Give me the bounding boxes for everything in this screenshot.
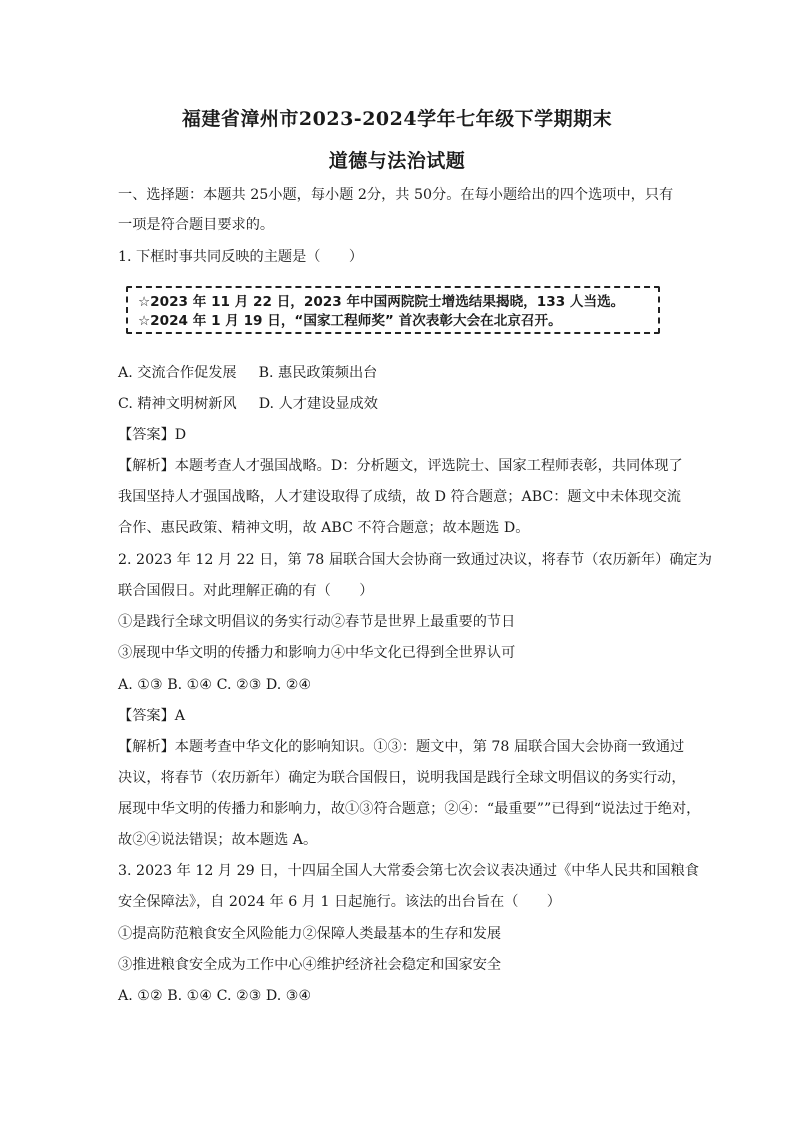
section-intro-line-1: 一、选择题：本题共 25小题，每小题 2分，共 50分。在每小题给出的四个选项中，只有: [118, 187, 674, 203]
q1-box-line-2: ☆2024 年 1 月 19 日，“国家工程师奖” 首次表彰大会在北京召开。: [138, 313, 562, 329]
q1-option-c: C. 精神文明树新风: [118, 396, 237, 412]
q2-statement-line-2: ③展现中华文明的传播力和影响力④中华文化已得到全世界认可: [118, 645, 516, 661]
q3-options: A. ①② B. ①④ C. ②③ D. ③④: [118, 988, 312, 1004]
q1-analysis-line-1: 【解析】本题考查人才强国战略。D：分析题文，评选院士、国家工程师表彰，共同体现了: [118, 458, 683, 474]
q3-statement-line-1: ①提高防范粮食安全风险能力②保障人类最基本的生存和发展: [118, 926, 502, 942]
section-intro-line-2: 一项是符合题目要求的。: [118, 217, 275, 233]
q3-statement-line-2: ③推进粮食安全成为工作中心④维护经济社会稳定和国家安全: [118, 957, 502, 973]
q1-option-b: B. 惠民政策频出台: [258, 365, 378, 381]
document-title: 福建省漳州市2023-2024学年七年级下学期期末: [181, 108, 613, 130]
q2-options: A. ①③ B. ①④ C. ②③ D. ②④: [118, 677, 312, 693]
q2-analysis-line-1: 【解析】本题考查中华文化的影响知识。①③：题文中，第 78 届联合国大会协商一致通过: [118, 739, 685, 755]
q2-stem-line-1: 2. 2023 年 12 月 22 日，第 78 届联合国大会协商一致通过决议，将春节（农历新年）确定为: [118, 552, 712, 568]
q1-option-a: A. 交流合作促发展: [118, 365, 237, 381]
document-subtitle: 道德与法治试题: [328, 150, 466, 172]
q2-statement-line-1: ①是践行全球文明倡议的务实行动②春节是世界上最重要的节日: [118, 614, 516, 630]
q1-option-d: D. 人才建设显成效: [258, 396, 378, 412]
q2-analysis-line-3: 展现中华文明的传播力和影响力，故①③符合题意；②④：“最重要””已得到“说法过于绝对，: [118, 801, 701, 817]
q2-analysis-line-4: 故②④说法错误；故本题选 A。: [118, 832, 318, 848]
q1-news-box: [126, 286, 660, 334]
q1-analysis-line-2: 我国坚持人才强国战略，人才建设取得了成绩，故 D 符合题意；ABC：题文中未体现交流: [118, 489, 681, 505]
q2-answer: 【答案】A: [118, 708, 185, 724]
q2-analysis-line-2: 决议，将春节（农历新年）确定为联合国假日，说明我国是践行全球文明倡议的务实行动，: [118, 770, 686, 786]
q1-options-row-2: [118, 395, 378, 413]
q1-box-line-1: ☆2023 年 11 月 22 日，2023 年中国两院院士增选结果揭晓，133 人当选。: [138, 294, 625, 310]
q1-options-row-1: [118, 364, 377, 382]
q3-stem-line-1: 3. 2023 年 12 月 29 日，十四届全国人大常委会第七次会议表决通过《中华人民共和国粮食: [118, 863, 699, 879]
q1-analysis-line-3: 合作、惠民政策、精神文明，故 ABC 不符合题意；故本题选 D。: [118, 520, 530, 536]
q3-stem-line-2: 安全保障法》，自 2024 年 6 月 1 日起施行。该法的出台旨在（ ）: [118, 894, 561, 910]
q2-stem-line-2: 联合国假日。对此理解正确的有（ ）: [118, 583, 374, 599]
q1-answer: 【答案】D: [118, 427, 187, 443]
q1-stem: 1. 下框时事共同反映的主题是（ ）: [118, 249, 364, 265]
